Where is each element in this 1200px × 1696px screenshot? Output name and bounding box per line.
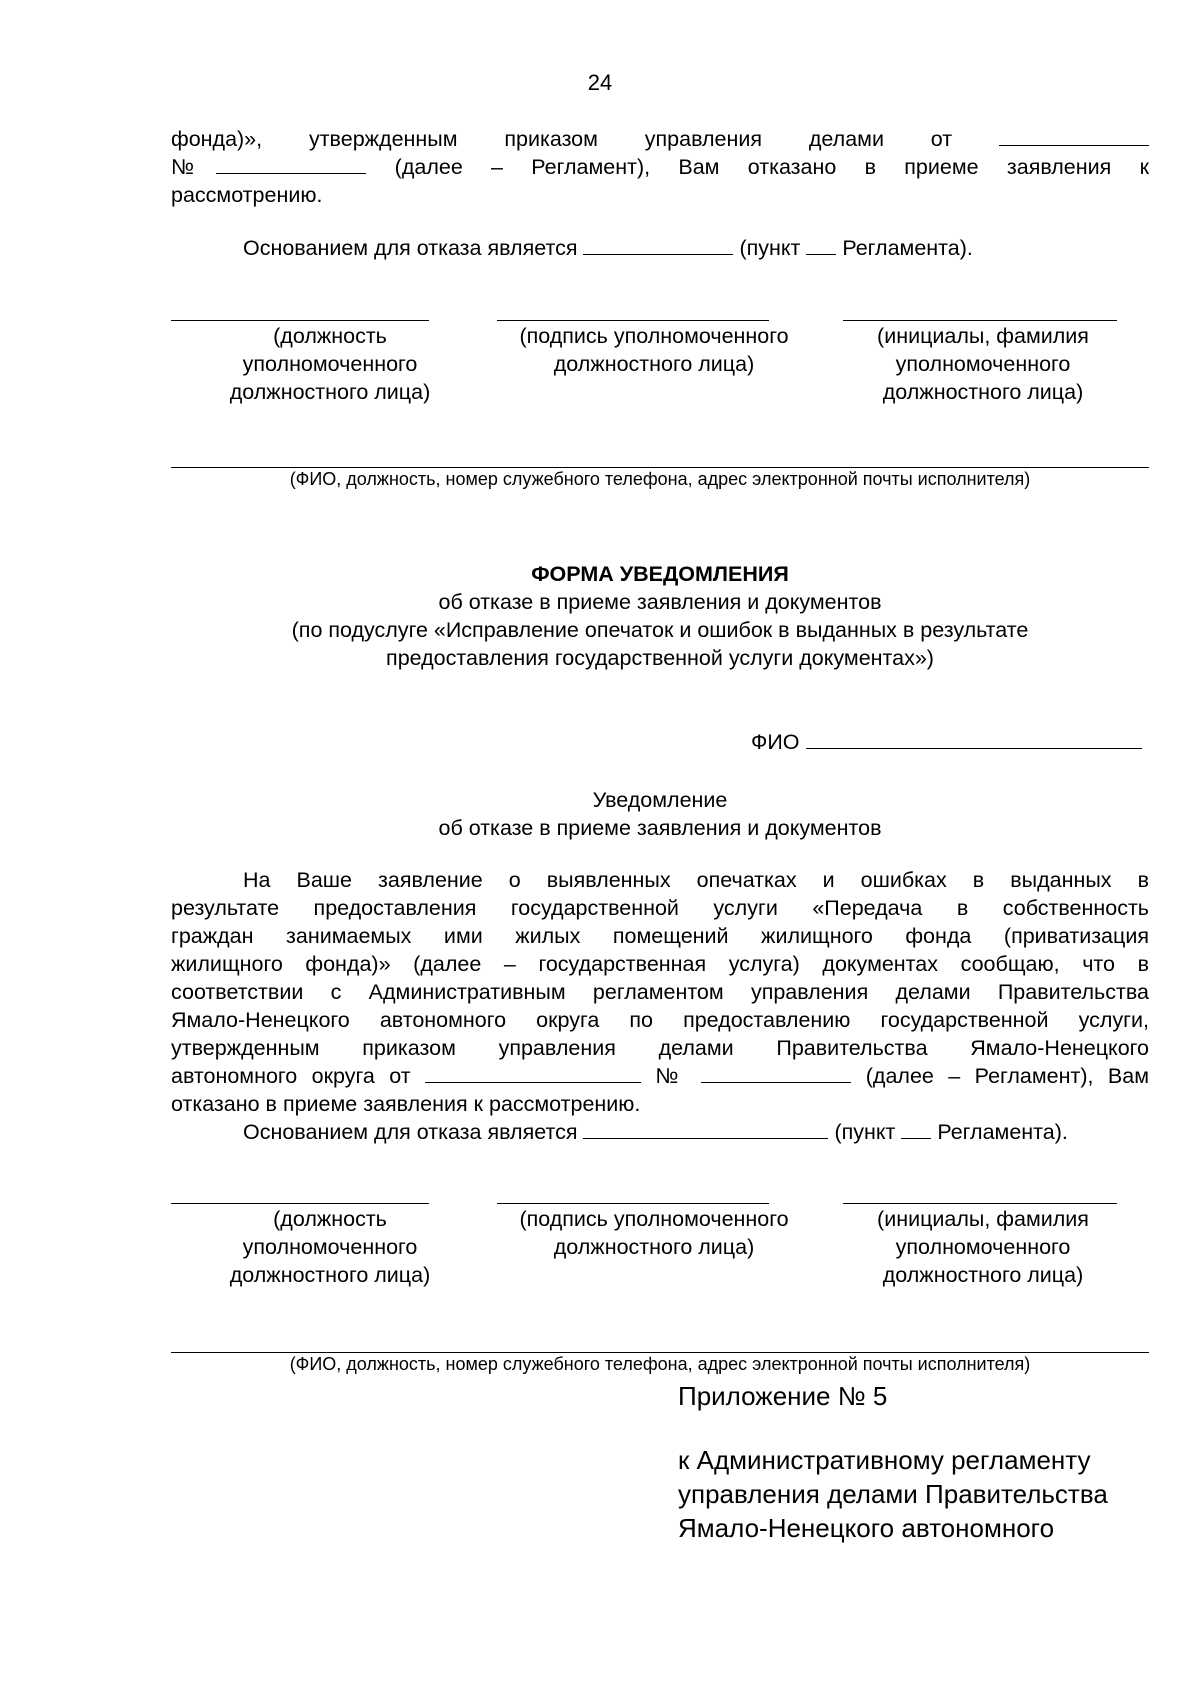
basis-line: Основанием для отказа является (пункт Регламента). bbox=[243, 236, 973, 260]
body-line: На Ваше заявление о выявленных опечатках и ошибках в выданных в bbox=[243, 868, 1149, 892]
position-caption: (должность уполномоченного должностного лица) bbox=[229, 324, 431, 404]
body-line: результате предоставления государственной услуги «Передача в собственность bbox=[171, 896, 1149, 920]
body-line: Ямало-Ненецкого автономного округа по предоставлению государственной услуги, bbox=[171, 1008, 1149, 1032]
blank-field bbox=[999, 125, 1149, 146]
blank-field bbox=[806, 234, 836, 255]
signature-line bbox=[497, 1203, 769, 1204]
body-line: отказано в приеме заявления к рассмотрению. bbox=[171, 1092, 641, 1116]
executor-caption: (ФИО, должность, номер служебного телефона, адрес электронной почты исполнителя) bbox=[289, 469, 1031, 489]
fio-field: ФИО bbox=[751, 728, 1149, 756]
signature-caption: (подпись уполномоченного должностного лица) bbox=[519, 1207, 789, 1259]
signature-line bbox=[843, 1203, 1117, 1204]
name-caption: (инициалы, фамилия уполномоченного должностного лица) bbox=[877, 1207, 1089, 1287]
blank-field bbox=[583, 234, 733, 255]
body-line: автономного округа от № (далее – Регламент), Вам bbox=[171, 1064, 1149, 1088]
annex-line: Ямало-Ненецкого автономного bbox=[678, 1513, 1055, 1543]
blank-field bbox=[425, 1062, 641, 1083]
blank-field bbox=[806, 728, 1142, 749]
signature-line bbox=[497, 320, 769, 321]
annex-line: к Административному регламенту bbox=[678, 1445, 1091, 1475]
body-line: утвержденным приказом управления делами Правительства Ямало-Ненецкого bbox=[171, 1036, 1149, 1060]
annex-title: Приложение № 5 bbox=[678, 1381, 888, 1411]
notice-title: Уведомление bbox=[592, 788, 728, 812]
notice-subtitle: об отказе в приеме заявления и документов bbox=[438, 816, 882, 840]
blank-field bbox=[583, 1118, 828, 1139]
paragraph-line: № (далее – Регламент), Вам отказано в приеме заявления к bbox=[171, 155, 1149, 179]
body-line: жилищного фонда)» (далее – государственная услуга) документах сообщаю, что в bbox=[171, 952, 1149, 976]
annex-line: управления делами Правительства bbox=[678, 1479, 1108, 1509]
body-line: соответствии с Административным регламентом управления делами Правительства bbox=[171, 980, 1149, 1004]
signature-caption: (подпись уполномоченного должностного лица) bbox=[519, 324, 789, 376]
signature-line bbox=[171, 1203, 429, 1204]
basis-line: Основанием для отказа является (пункт Регламента). bbox=[243, 1120, 1068, 1144]
form-title: ФОРМА УВЕДОМЛЕНИЯ bbox=[531, 562, 789, 586]
page-number: 24 bbox=[587, 70, 613, 95]
form-subtitle-note: (по подуслуге «Исправление опечаток и ошибок в выданных в результате предоставления государственной услуги документах») bbox=[291, 618, 1029, 670]
blank-field bbox=[216, 153, 366, 174]
signature-line bbox=[843, 320, 1117, 321]
body-line: граждан занимаемых ими жилых помещений жилищного фонда (приватизация bbox=[171, 924, 1149, 948]
signature-line bbox=[171, 320, 429, 321]
executor-caption: (ФИО, должность, номер служебного телефона, адрес электронной почты исполнителя) bbox=[289, 1354, 1031, 1374]
blank-field bbox=[901, 1118, 931, 1139]
paragraph-line: рассмотрению. bbox=[171, 183, 323, 207]
blank-field bbox=[701, 1062, 851, 1083]
form-subtitle: об отказе в приеме заявления и документов bbox=[438, 590, 882, 614]
position-caption: (должность уполномоченного должностного лица) bbox=[229, 1207, 431, 1287]
paragraph-line: фонда)», утвержденным приказом управления делами от bbox=[171, 125, 1149, 153]
name-caption: (инициалы, фамилия уполномоченного должностного лица) bbox=[877, 324, 1089, 404]
